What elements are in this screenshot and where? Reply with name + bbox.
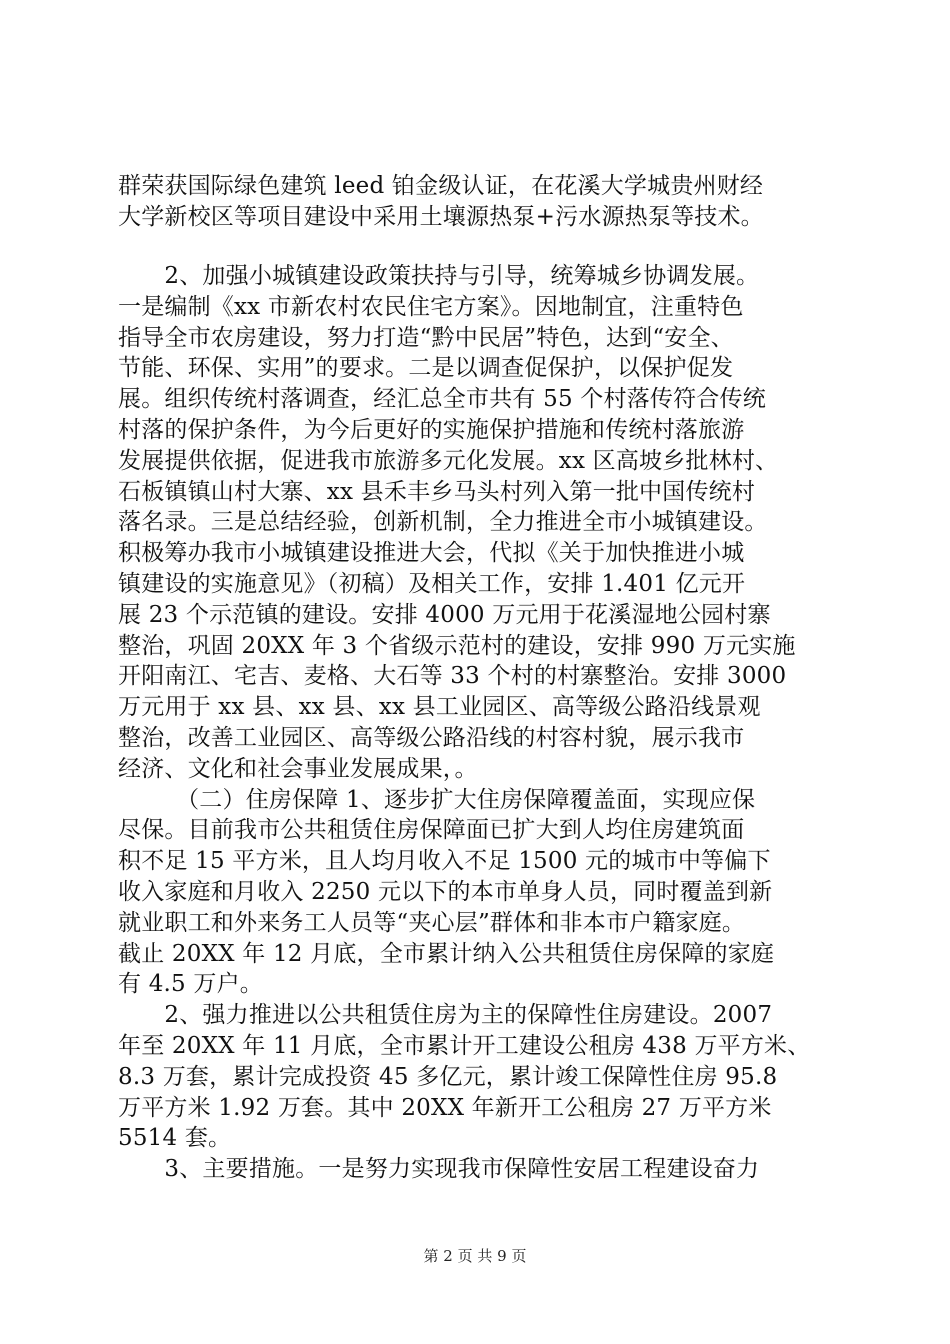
text-line: 村落的保护条件，为今后更好的实施保护措施和传统村落旅游 xyxy=(118,416,745,443)
text-line: 整治，改善工业园区、高等级公路沿线的村容村貌，展示我市 xyxy=(118,724,745,751)
text-line: 5514 套。 xyxy=(118,1125,232,1152)
text-line: 大学新校区等项目建设中采用土壤源热泵+污水源热泵等技术。 xyxy=(118,203,764,230)
text-line: 年至 20XX 年 11 月底，全市累计开工建设公租房 438 万平方米、 xyxy=(118,1032,811,1059)
body-text xyxy=(118,261,838,1185)
text-line: 石板镇镇山村大寨、xx 县禾丰乡马头村列入第一批中国传统村 xyxy=(118,478,756,505)
text-line: 积不足 15 平方米，且人均月收入不足 1500 元的城市中等偏下 xyxy=(118,848,771,875)
text-line: 收入家庭和月收入 2250 元以下的本市单身人员，同时覆盖到新 xyxy=(118,878,773,905)
text-line: 开阳南江、宅吉、麦格、大石等 33 个村的村寨整治。安排 3000 xyxy=(118,663,787,690)
text-line: 2、加强小城镇建设政策扶持与引导，统筹城乡协调发展。 xyxy=(118,263,760,289)
text-line: 指导全市农房建设，努力打造“黔中民居”特色，达到“安全、 xyxy=(118,324,734,351)
text-line: 发展提供依据，促进我市旅游多元化发展。xx 区高坡乡批林村、 xyxy=(118,447,779,474)
text-line: 节能、环保、实用”的要求。二是以调查促保护，以保护促发 xyxy=(118,355,734,382)
text-line: 展 23 个示范镇的建设。安排 4000 万元用于花溪湿地公园村寨 xyxy=(118,601,771,628)
text-line: 积极筹办我市小城镇建设推进大会，代拟《关于加快推进小城 xyxy=(118,540,745,567)
text-line: 万元用于 xx 县、xx 县、xx 县工业园区、高等级公路沿线景观 xyxy=(118,694,761,721)
page-number-footer: 第 2 页 共 9 页 xyxy=(423,1247,527,1265)
text-line: 镇建设的实施意见》（初稿）及相关工作，安排 1.401 亿元开 xyxy=(118,570,746,597)
text-line: 8.3 万套，累计完成投资 45 多亿元，累计竣工保障性住房 95.8 xyxy=(118,1063,778,1090)
text-line: 尽保。目前我市公共租赁住房保障面已扩大到人均住房建筑面 xyxy=(118,817,745,844)
text-line: 展。组织传统村落调查，经汇总全市共有 55 个村落传符合传统 xyxy=(118,386,766,413)
text-line: 落名录。三是总结经验，创新机制，全力推进全市小城镇建设。 xyxy=(118,509,768,536)
text-line: 整治，巩固 20XX 年 3 个省级示范村的建设，安排 990 万元实施 xyxy=(118,632,796,659)
text-line: （二）住房保障 1、逐步扩大住房保障覆盖面，实现应保 xyxy=(118,786,756,813)
text-line: 就业职工和外来务工人员等“夹心层”群体和非本市户籍家庭。 xyxy=(118,909,746,936)
text-line: 经济、文化和社会事业发展成果，。 xyxy=(118,755,478,782)
text-line: 一是编制《xx 市新农村农民住宅方案》。因地制宜，注重特色 xyxy=(118,293,744,320)
paragraph-continuation xyxy=(118,171,838,233)
text-line: 群荣获国际绿色建筑 leed 铂金级认证，在花溪大学城贵州财经 xyxy=(118,173,764,199)
text-line: 有 4.5 万户。 xyxy=(118,971,263,998)
text-line: 2、强力推进以公共租赁住房为主的保障性住房建设。2007 xyxy=(118,1002,773,1029)
text-line: 截止 20XX 年 12 月底，全市累计纳入公共租赁住房保障的家庭 xyxy=(118,940,775,967)
text-line: 万平方米 1.92 万套。其中 20XX 年新开工公租房 27 万平方米 xyxy=(118,1094,772,1121)
text-line: 3、主要措施。一是努力实现我市保障性安居工程建设奋力 xyxy=(118,1156,760,1183)
